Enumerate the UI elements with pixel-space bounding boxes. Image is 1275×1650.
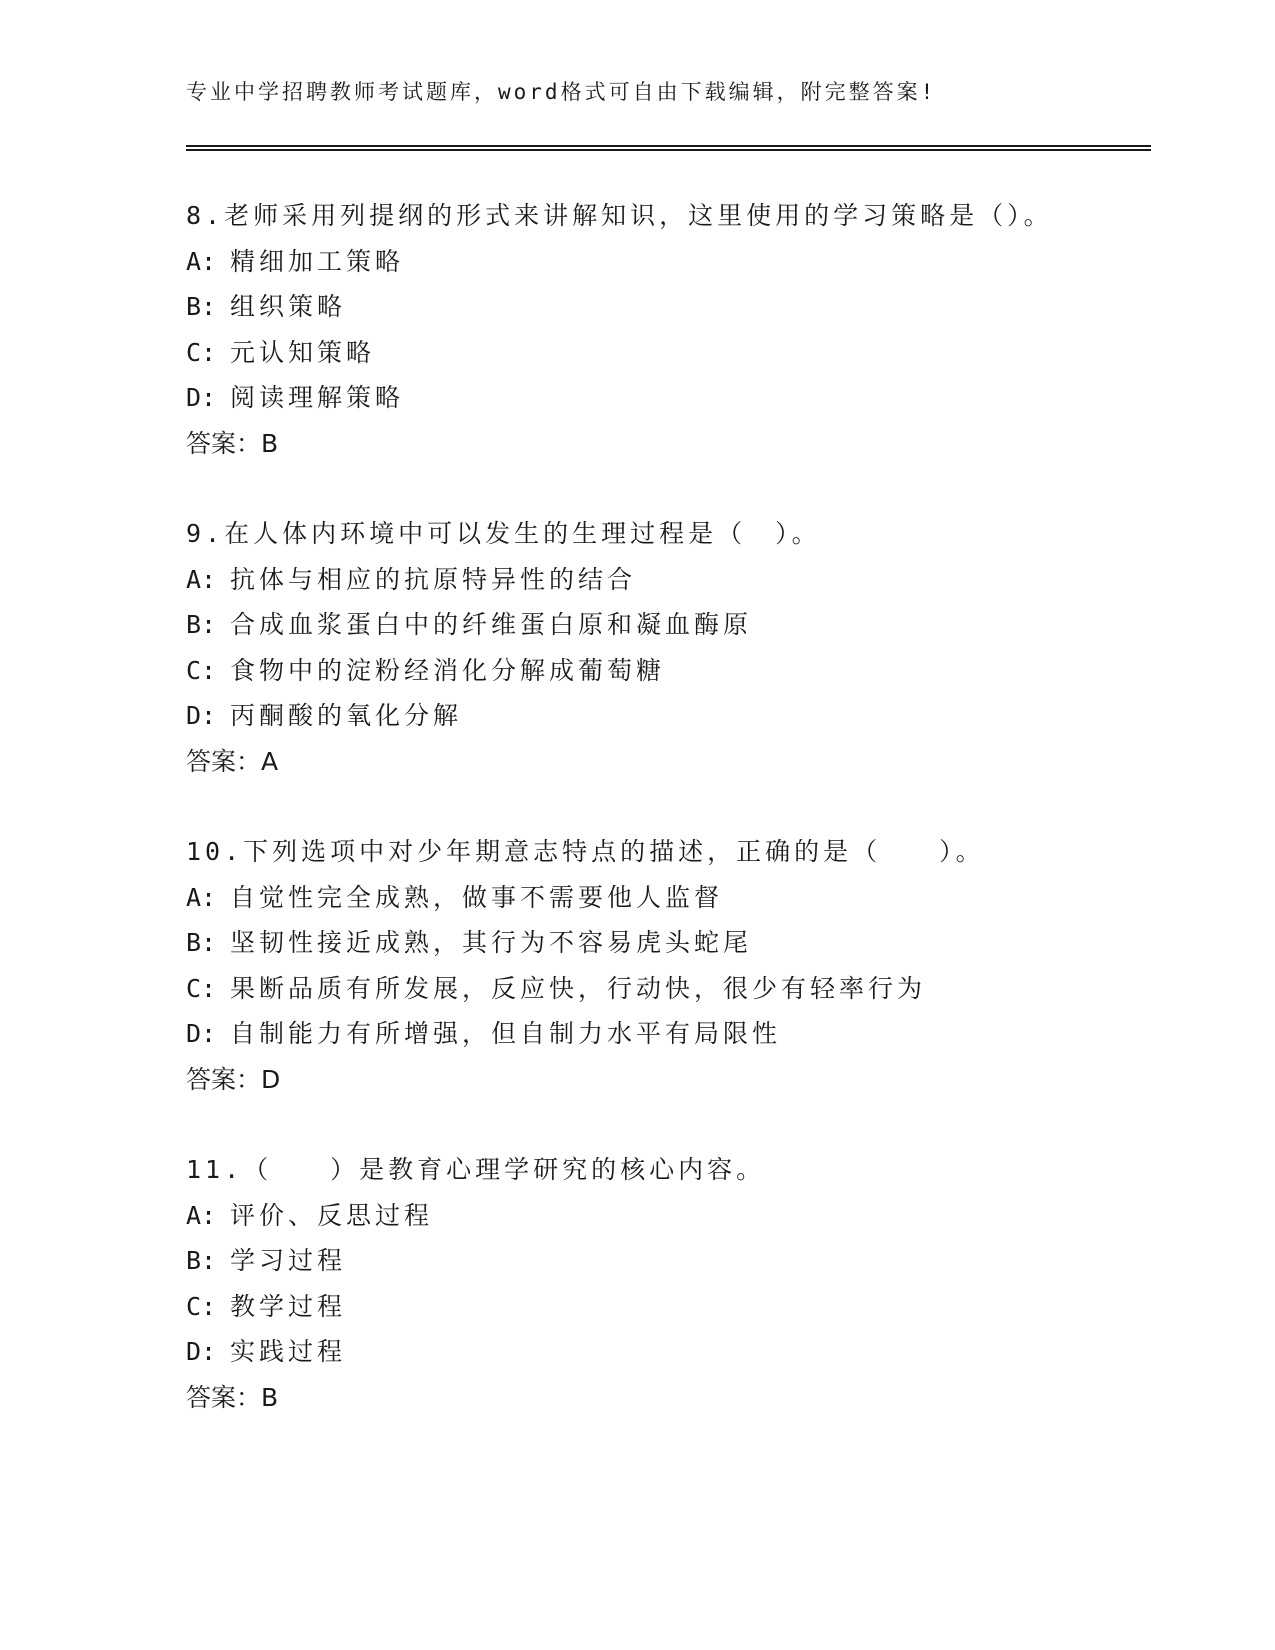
option-label: D:: [186, 701, 217, 730]
option-label: A:: [186, 246, 217, 276]
option-b: [186, 920, 1151, 966]
option-d: [186, 693, 1151, 739]
option-a: [186, 557, 1151, 603]
page-header: 专业中学招聘教师考试题库，word格式可自由下载编辑，附完整答案!: [186, 80, 937, 104]
answer: 答案：B: [186, 428, 279, 458]
option-text: 组织策略: [230, 292, 347, 321]
option-d: [186, 1329, 1151, 1375]
question-11: [186, 1147, 1151, 1420]
option-text: 抗体与相应的抗原特异性的结合: [230, 564, 637, 594]
option-label: A:: [186, 882, 217, 912]
option-text: 阅读理解策略: [230, 383, 405, 412]
question-stem: 8.老师采用列提纲的形式来讲解知识，这里使用的学习策略是（）。: [186, 201, 1053, 230]
question-stem: 10.下列选项中对少年期意志特点的描述，正确的是（ ）。: [186, 837, 985, 866]
option-b: [186, 284, 1151, 330]
option-label: D:: [186, 1337, 217, 1366]
option-text: 自制能力有所增强，但自制力水平有局限性: [230, 1019, 782, 1048]
option-d: [186, 1011, 1151, 1057]
question-9: [186, 511, 1151, 784]
answer: 答案：D: [186, 1064, 281, 1094]
option-label: C:: [186, 1291, 217, 1321]
header-rule-top: [186, 145, 1151, 147]
option-text: 评价、反思过程: [230, 1200, 434, 1230]
question-10: [186, 829, 1151, 1102]
option-c: [186, 330, 1151, 376]
option-c: [186, 966, 1151, 1012]
header-rule-bottom: [186, 149, 1151, 151]
option-text: 精细加工策略: [230, 246, 405, 276]
option-text: 自觉性完全成熟，做事不需要他人监督: [230, 882, 724, 912]
option-text: 合成血浆蛋白中的纤维蛋白原和凝血酶原: [230, 610, 753, 639]
option-label: B:: [186, 928, 217, 957]
option-label: C:: [186, 337, 217, 367]
option-label: A:: [186, 564, 217, 594]
option-a: [186, 239, 1151, 285]
option-label: A:: [186, 1200, 217, 1230]
option-label: B:: [186, 1246, 217, 1275]
option-text: 果断品质有所发展，反应快，行动快，很少有轻率行为: [230, 973, 927, 1003]
option-text: 丙酮酸的氧化分解: [230, 701, 463, 730]
option-label: C:: [186, 973, 217, 1003]
option-b: [186, 1238, 1151, 1284]
option-d: [186, 375, 1151, 421]
option-text: 学习过程: [230, 1246, 347, 1275]
option-label: B:: [186, 610, 217, 639]
option-b: [186, 602, 1151, 648]
option-a: [186, 1193, 1151, 1239]
option-label: D:: [186, 383, 217, 412]
option-text: 食物中的淀粉经消化分解成葡萄糖: [230, 655, 666, 685]
answer: 答案：B: [186, 1382, 279, 1412]
option-c: [186, 648, 1151, 694]
option-text: 实践过程: [230, 1337, 347, 1366]
option-text: 元认知策略: [230, 337, 376, 367]
option-text: 教学过程: [230, 1291, 347, 1321]
answer: 答案：A: [186, 746, 279, 776]
question-8: [186, 193, 1151, 466]
option-a: [186, 875, 1151, 921]
question-stem: 11.（ ）是教育心理学研究的核心内容。: [186, 1155, 766, 1184]
question-stem: 9.在人体内环境中可以发生的生理过程是（ ）。: [186, 519, 821, 548]
option-label: D:: [186, 1019, 217, 1048]
option-text: 坚韧性接近成熟，其行为不容易虎头蛇尾: [230, 928, 753, 957]
option-c: [186, 1284, 1151, 1330]
option-label: B:: [186, 292, 217, 321]
option-label: C:: [186, 655, 217, 685]
